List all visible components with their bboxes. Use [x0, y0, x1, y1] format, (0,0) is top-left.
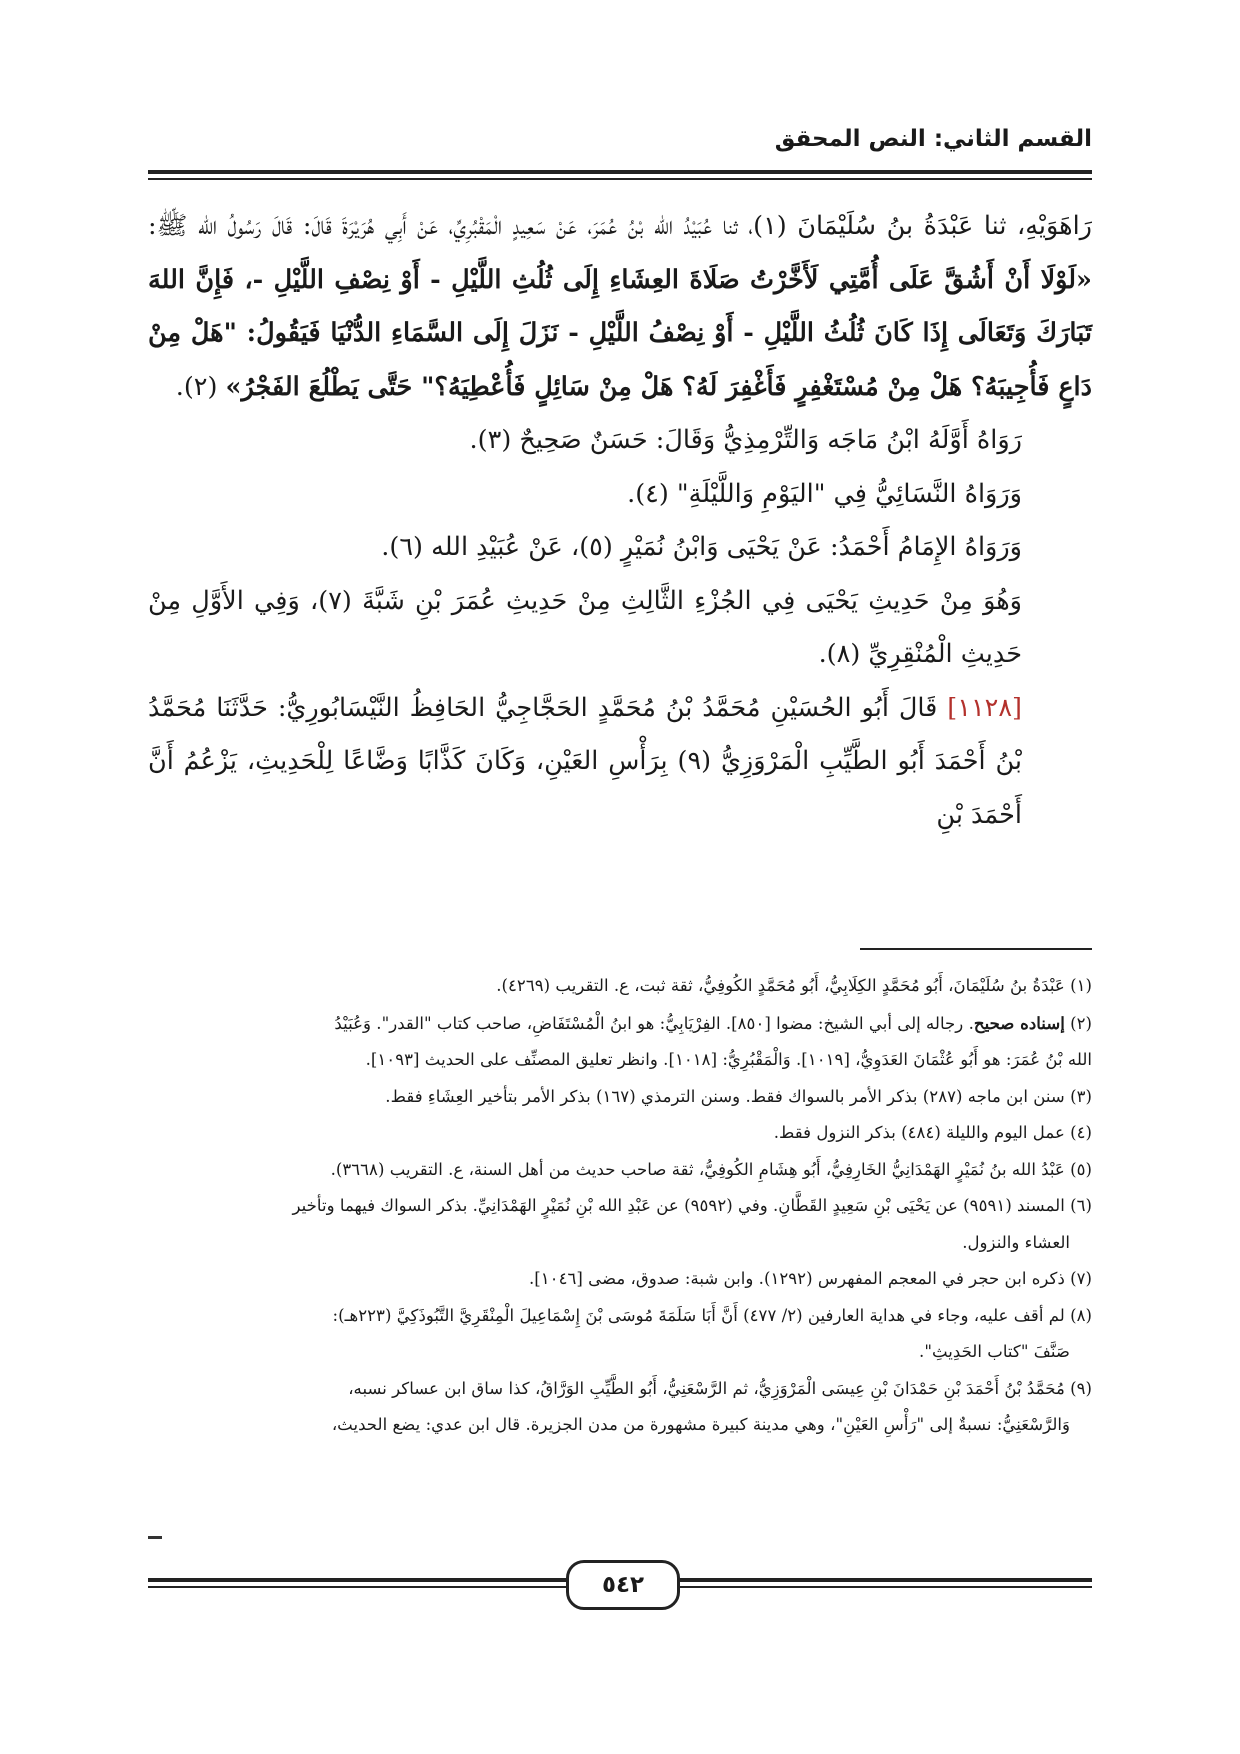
- takhrij-paragraph-4: وَهُوَ مِنْ حَدِيثِ يَحْيَى فِي الجُزْءِ الثَّالِثِ مِنْ حَدِيثِ عُمَرَ بْنِ شَبَّةَ (٧)، وَفِي الأَوَّلِ مِنْ حَدِيثِ الْمُنْقِرِيِّ (٨).: [148, 585, 1022, 669]
- running-header: القسم الثاني: النص المحقق: [774, 126, 1092, 152]
- footnote-8-cont: صَنَّفَ "كتاب الحَدِيثِ".: [919, 1342, 1070, 1361]
- takhrij-paragraph-1: رَوَاهُ أَوَّلَهُ ابْنُ مَاجَه وَالتِّرْمِذِيُّ وَقَالَ: حَسَنٌ صَحِيحٌ (٣).: [469, 425, 1022, 455]
- footnote-2: (٢) إسناده صحيح. رجاله إلى أبي الشيخ: مضوا [٨٥٠]. الفِرْيَابِيُّ: هو ابنُ الْمُسْتَفَاضِ، صاحب كتاب "القدر". وَعُبَيْدُ: [334, 1012, 1092, 1033]
- footnote-5: (٥) عَبْدُ الله بنُ نُمَيْرٍ الهَمْدَانِيُّ الخَارِفِيُّ، أَبُو هِشَامِ الكُوفِيُّ، ثقة صاحب حديث من أهل السنة، ع. التقريب (٣٦٦٨).: [330, 1159, 1092, 1179]
- hadith-paragraph-1128: [148, 682, 1092, 843]
- footnote-9: (٩) مُحَمَّدُ بْنُ أَحْمَدَ بْنِ حَمْدَانَ بْنِ عِيسَى الْمَرْوَزِيُّ، ثم الرَّسْعَنِيُّ، أَبُو الطَّيِّبِ الوَرَّاقُ، كذا ساق ابن عساكر نسبه،: [348, 1378, 1092, 1398]
- isnad-text: رَاهَوَيْهِ، ثنا عَبْدَةُ بنُ سُلَيْمَانَ (١)، ثنا عُبَيْدُ الله بْنُ عُمَرَ، عَنْ سَعِيدٍ الْمَقْبُرِيِّ، عَنْ أَبِي هُرَيْرَةَ قَالَ:: [302, 211, 1092, 241]
- footnote-2-grade: إسناده صحيح: [973, 1012, 1065, 1033]
- main-text: [148, 200, 1092, 842]
- footnote-3: (٣) سنن ابن ماجه (٢٨٧) بذكر الأمر بالسواك فقط. وسنن الترمذي (١٦٧) بذكر الأمر بتأخير العِشَاءِ فقط.: [385, 1086, 1092, 1106]
- hadith-matn: «لَوْلَا أَنْ أَشُقَّ عَلَى أُمَّتِي لَأَخَّرْتُ صَلَاةَ العِشَاءِ إِلَى ثُلُثِ اللَّيْلِ - أَوْ نِصْفِ اللَّيْلِ -، فَإِنَّ اللهَ تَبَارَكَ وَتَعَالَى إِذَا كَانَ ثُلُثُ اللَّيْلِ - أَوْ نِصْفُ اللَّيْلِ - نَزَلَ إِلَى السَّمَاءِ الدُّنْيَا فَيَقُولُ: "هَلْ مِنْ دَاعٍ فَأُجِيبَهُ؟ هَلْ مِنْ مُسْتَغْفِرٍ فَأَغْفِرَ لَهُ؟ هَلْ مِنْ سَائِلٍ فَأُعْطِيَهُ؟" حَتَّى يَطْلُعَ الفَجْرُ»: [148, 264, 1092, 402]
- footnote-6-cont: العشاء والنزول.: [962, 1232, 1070, 1252]
- footnote-8: (٨) لم أقف عليه، وجاء في هداية العارفين (٢/ ٤٧٧) أَنَّ أَبَا سَلَمَةَ مُوسَى بْنَ إِسْمَاعِيلَ الْمِنْقَرِيَّ التَّبُوذَكِيَّ (٢٢٣هـ):: [332, 1305, 1092, 1325]
- takhrij-paragraph-3: وَرَوَاهُ الإِمَامُ أَحْمَدُ: عَنْ يَحْيَى وَابْنُ نُمَيْرٍ (٥)، عَنْ عُبَيْدِ الله (٦).: [381, 532, 1022, 562]
- isnad-text-2: قَالَ رَسُولُ الله ﷺ:: [148, 211, 293, 241]
- footnote-7: (٧) ذكره ابن حجر في المعجم المفهرس (١٢٩٢). وابن شبة: صدوق، مضى [١٠٤٦].: [529, 1269, 1092, 1288]
- footnote-separator: [860, 948, 1092, 950]
- header-rule: [148, 170, 1092, 180]
- continuation-dash: [148, 1536, 162, 1539]
- page-number: ٥٤٢: [566, 1560, 680, 1610]
- footnote-9-cont: وَالرَّسْعَنِيُّ: نسبةٌ إلى "رَأْسِ العَيْنِ"، وهي مدينة كبيرة مشهورة من مدن الجزيرة. قال ابن عدي: يضع الحديث،: [331, 1415, 1070, 1434]
- footnote-4: (٤) عمل اليوم والليلة (٤٨٤) بذكر النزول فقط.: [773, 1123, 1092, 1142]
- hadith-number: [١١٢٨]: [947, 692, 1022, 723]
- hadith-paragraph: [148, 200, 1092, 414]
- footnotes: [148, 968, 1092, 1444]
- footnote-2-cont: الله بْنُ عُمَرَ: هو أَبُو عُثْمَانَ العَدَوِيُّ، [١٠١٩]. وَالْمَقْبُرِيُّ: [١٠١٨]. وانظر تعليق المصنِّف على الحديث [١٠٩٣].: [365, 1050, 1092, 1069]
- footnote-1: (١) عَبْدَةُ بنُ سُلَيْمَانَ، أَبُو مُحَمَّدٍ الكِلَابِيُّ، أَبُو مُحَمَّدٍ الكُوفِيُّ، ثقة ثبت، ع. التقريب (٤٢٦٩).: [496, 976, 1092, 995]
- takhrij-paragraph-2: وَرَوَاهُ النَّسَائِيُّ فِي "اليَوْمِ وَاللَّيْلَةِ" (٤).: [627, 478, 1022, 509]
- footnote-ref: (٢).: [175, 371, 226, 402]
- footnote-6: (٦) المسند (٩٥٩١) عن يَحْيَى بْنِ سَعِيدٍ القَطَّانِ. وفي (٩٥٩٢) عن عَبْدِ الله بْنِ نُمَيْرٍ الهَمْدَانِيِّ. بذكر السواك فيهما وتأخير: [292, 1196, 1092, 1215]
- isnad-text-1128: قَالَ أَبُو الحُسَيْنِ مُحَمَّدُ بْنُ مُحَمَّدٍ الحَجَّاجِيُّ الحَافِظُ النَّيْسَابُورِيُّ: حَدَّثَنَا مُحَمَّدُ بْنُ أَحْمَدَ أَبُو الطَّيِّبِ الْمَرْوَزِيُّ (٩) بِرَأْسِ العَيْنِ، وَكَانَ كَذَّابًا وَضَّاعًا لِلْحَدِيثِ، يَزْعُمُ أَنَّ أَحْمَدَ بْنِ: [148, 692, 1023, 830]
